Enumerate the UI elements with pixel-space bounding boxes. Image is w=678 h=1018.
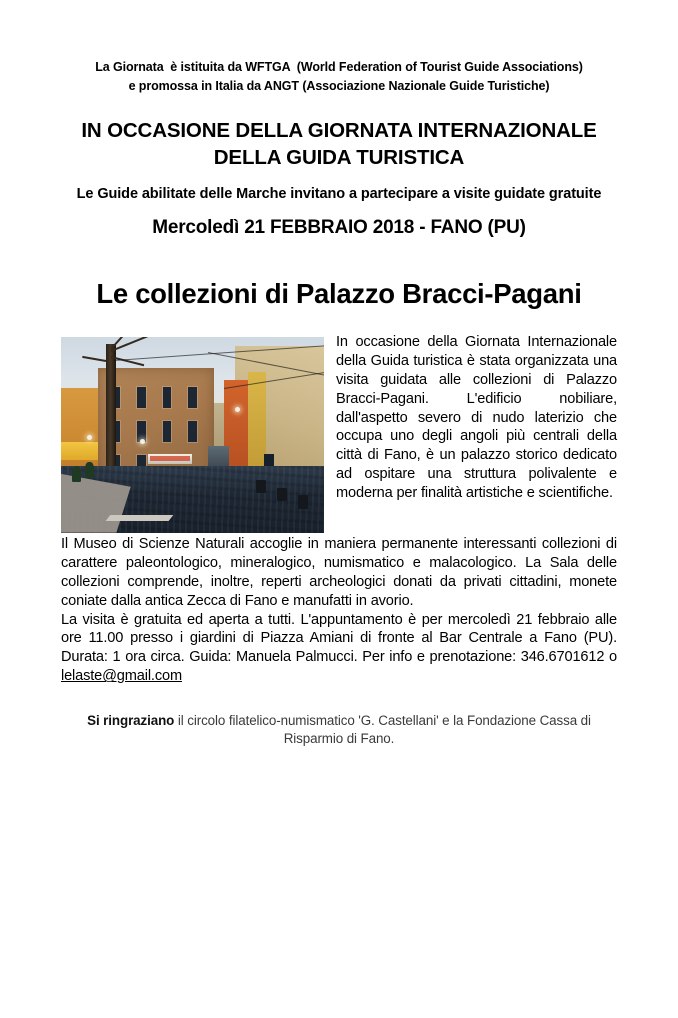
visit-text: La visita è gratuita ed aperta a tutti. L'appuntamento è per mercoledì 21 febbraio alle ore 11.00 presso i giardini di Piazza Amiani di fronte al Bar Centrale a Fano (PU). Durata: 1 ora circa. Guida: Manuela Palmucci. Per info e prenotazione: 346.6701612 o [61, 611, 617, 666]
intro-wrap [61, 333, 617, 535]
curb [106, 515, 174, 521]
promo-line-1: La Giornata è istituita da WFTGA (World Federation of Tourist Guide Associations) [95, 60, 583, 74]
street-photo [61, 337, 324, 533]
acknowledgements [0, 712, 678, 748]
promo-line-2: e promossa in Italia da ANGT (Associazione Nazionale Guide Turistiche) [128, 79, 550, 94]
event-date-line: Mercoledì 21 FEBBRAIO 2018 - FANO (PU) [152, 217, 526, 239]
header-block [0, 58, 678, 241]
subtitle-line: Le Guide abilitate delle Marche invitano a partecipare a visite guidate gratuite [76, 185, 602, 202]
page-title: Le collezioni di Palazzo Bracci-Pagani [96, 277, 582, 309]
email-link[interactable]: lelaste@gmail.com [61, 668, 182, 685]
main-heading: IN OCCASIONE DELLA GIORNATA INTERNAZIONALE DELLA GUIDA TURISTICA [81, 118, 597, 169]
yellow-awning [61, 442, 100, 460]
content-area [0, 333, 678, 687]
acknowledgements-emphasis: Si ringraziano [87, 713, 175, 729]
photo-canvas [61, 337, 324, 533]
poster-page [0, 58, 678, 1018]
intro-paragraph: In occasione della Giornata Internazionale della Guida turistica è stata organizzata una visita guidata alle collezioni di Palazzo Bracci-Pagani. L'edificio nobiliare, dall'aspetto severo di nudo laterizio che occupa uno degli angoli più centrali della città di Fano, è un palazzo storico dedicato ad ospitare una struttura polivalente e moderna per finalità artistiche e scientifiche. [336, 333, 617, 502]
visit-paragraph [61, 611, 617, 687]
shop-sign [150, 456, 189, 461]
museum-paragraph: Il Museo di Scienze Naturali accoglie in maniera permanente interessanti collezioni di carattere paleontologico, mineralogico, numismatico e malacologico. La Sala delle collezioni comprende, inoltre, reperti archeologici donati da privati cittadini, monete coniate dalla antica Zecca di Fano e manufatti in avorio. [61, 535, 617, 609]
acknowledgements-text: il circolo filatelico-numismatico 'G. Castellani' e la Fondazione Cassa di Risparmio di Fano. [174, 713, 591, 747]
